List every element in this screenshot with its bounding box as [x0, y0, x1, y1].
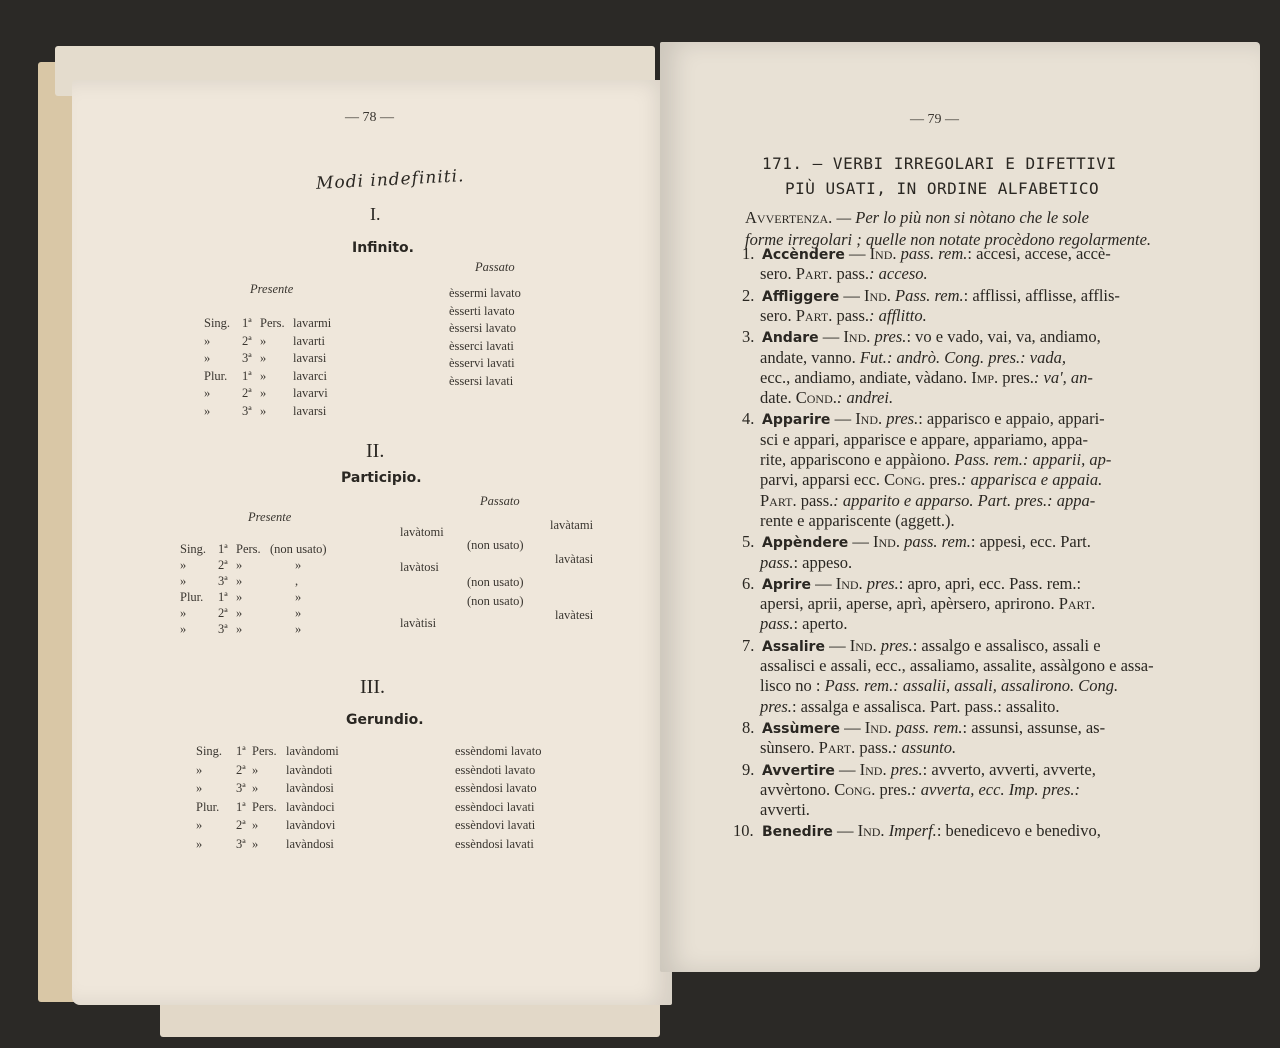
- entry-text: date.: [760, 388, 796, 408]
- row-gerund-past: essèndoci lavati: [455, 799, 535, 814]
- entry-line: [760, 491, 1095, 511]
- row-person: 2ª: [242, 386, 252, 400]
- row-present-form: lavarci: [293, 368, 328, 383]
- entry-mode-abbrev: Ind.: [849, 635, 877, 655]
- entry-text: —: [830, 409, 856, 429]
- row-gerund-present: lavàndosi: [286, 836, 334, 851]
- section1-heading: Infinito.: [352, 240, 414, 256]
- entry-text: —: [824, 635, 850, 655]
- row-past-form: èssersi lavati: [449, 373, 514, 388]
- entry-text: pass.: [832, 264, 870, 284]
- entry-tense: Imperf.: [884, 821, 937, 841]
- entry-mode-abbrev: Ind.: [857, 821, 885, 841]
- row-present-form: lavarvi: [293, 386, 328, 400]
- row-number-label: »: [196, 836, 203, 851]
- entry-text: : benedicevo e benedivo,: [936, 821, 1101, 841]
- participle-past-masc: lavàtomi: [400, 525, 444, 539]
- entry-text: —: [834, 759, 860, 779]
- entry-line: [760, 738, 956, 758]
- entry-mode-abbrev: Ind.: [864, 717, 892, 737]
- row-number-label: »: [204, 386, 211, 400]
- section3-heading: Gerundio.: [346, 712, 424, 728]
- entry-text: pass.: [796, 490, 834, 510]
- entry-number: 5.: [742, 532, 755, 552]
- entry-mode-abbrev: Part.: [795, 264, 833, 284]
- entry-tense: : acceso.: [869, 264, 928, 284]
- row-present-form: »: [295, 590, 302, 604]
- row-person: 2ª: [218, 606, 228, 620]
- section2-col-presente: Presente: [248, 510, 292, 524]
- row-present-form: lavarsi: [293, 351, 327, 365]
- entry-mode-abbrev: Cong.: [834, 779, 876, 799]
- row-number-label: Sing.: [204, 316, 231, 330]
- row-pers: »: [236, 590, 243, 604]
- row-gerund-past: essèndosi lavato: [455, 781, 537, 795]
- entry-tense: pres.: [862, 573, 899, 593]
- entry-text: sero.: [760, 264, 796, 284]
- entry-mode-abbrev: Cond.: [795, 388, 837, 408]
- entry-line: [760, 430, 1088, 450]
- entry-line: [760, 470, 1102, 490]
- entry-tense: : apparisca e appaia.: [961, 470, 1103, 490]
- row-person: 1ª: [236, 744, 246, 758]
- entry-line: [762, 636, 1101, 656]
- participle-past-fem: lavàtami: [550, 518, 594, 532]
- entry-tense: : andrò. Cong. pres.: vada,: [886, 347, 1066, 367]
- entry-text: rite, appariscono e appàiono.: [760, 450, 955, 469]
- left-page-title: Modi indefiniti.: [315, 166, 465, 194]
- entry-tense: Pass. rem.: [954, 450, 1023, 469]
- row-pers: Pers.: [260, 316, 285, 330]
- entry-line: [760, 348, 1066, 368]
- entry-tense: : apparii, ap-: [1022, 450, 1112, 469]
- entry-text: —: [839, 717, 865, 737]
- entry-text: avverti.: [760, 800, 810, 820]
- row-present-form: ,: [295, 574, 299, 588]
- entry-tense: pass. rem.: [899, 532, 971, 552]
- entry-text: —: [832, 821, 858, 841]
- row-pers: »: [252, 836, 259, 851]
- entry-tense: pres.: [886, 759, 923, 779]
- row-person: 2ª: [236, 762, 246, 777]
- row-past-form: èssersi lavato: [449, 321, 516, 335]
- row-pers: »: [252, 818, 259, 832]
- entry-verb: Appèndere: [762, 535, 849, 552]
- row-person: 1ª: [218, 590, 228, 604]
- entry-number: 1.: [742, 244, 755, 263]
- entry-mode-abbrev: Cong.: [884, 470, 926, 490]
- entry-line: [760, 656, 1154, 676]
- participle-past-note: (non usato): [467, 594, 524, 608]
- row-gerund-past: essèndomi lavato: [455, 744, 542, 758]
- row-pers: »: [236, 622, 243, 636]
- entry-line: [760, 368, 1093, 388]
- entry-tense: : assalii, assali, assalirono. Cong.: [893, 676, 1119, 696]
- row-pers: »: [236, 574, 243, 588]
- entry-line: [760, 800, 810, 820]
- entry-text: parvi, apparsi ecc.: [760, 470, 885, 490]
- entry-text: : assunsi, assunse, as-: [962, 717, 1106, 737]
- row-person: 3ª: [242, 403, 252, 418]
- row-gerund-past: essèndovi lavati: [455, 818, 536, 832]
- row-number-label: »: [204, 333, 211, 348]
- entry-line: [762, 532, 1091, 552]
- row-gerund-present: lavàndomi: [286, 744, 339, 758]
- entry-verb: Avvertire: [762, 762, 835, 779]
- entry-tense: Fut.: [859, 347, 887, 367]
- row-number-label: Sing.: [180, 542, 207, 556]
- entry-tense: : assunto.: [891, 738, 957, 758]
- entry-text: apersi, aprii, aperse, aprì, apèrsero, aprirono.: [760, 594, 1059, 614]
- row-person: 3ª: [218, 622, 228, 636]
- row-pers: »: [260, 333, 267, 348]
- entry-line: [760, 697, 1060, 717]
- row-number-label: Plur.: [196, 799, 220, 814]
- entry-tense: : va', an-: [1033, 367, 1093, 387]
- row-past-form: èssermi lavato: [449, 286, 521, 300]
- row-present-form: »: [295, 606, 302, 620]
- entry-text: : assalga e assalisca. Part. pass.: assalito.: [791, 696, 1060, 716]
- row-pers: »: [260, 403, 267, 418]
- entry-line: [760, 264, 928, 284]
- entry-tense: pass. rem.: [896, 244, 968, 263]
- entry-text: lisco no :: [760, 676, 825, 696]
- entry-line: [762, 327, 1101, 347]
- row-pers: Pers.: [236, 542, 261, 556]
- participle-past-masc: lavàtosi: [400, 560, 439, 574]
- entry-mode-abbrev: Ind.: [869, 244, 897, 263]
- entry-mode-abbrev: Ind.: [859, 759, 887, 779]
- entry-text: pass.: [832, 305, 870, 325]
- row-present-form: lavarsi: [293, 403, 327, 418]
- entry-text: rente e appariscente (aggett.).: [760, 510, 955, 530]
- row-person: 3ª: [218, 574, 228, 588]
- entry-text: : accesi, accese, accè-: [967, 244, 1111, 263]
- entry-tense: : andrei.: [836, 388, 894, 408]
- row-number-label: »: [180, 574, 187, 588]
- warning-text-1: — Per lo più non si nòtano che le sole: [836, 208, 1089, 227]
- entry-line: [762, 244, 1111, 264]
- entry-line: [762, 286, 1120, 306]
- entry-mode-abbrev: Ind.: [855, 409, 883, 429]
- entry-text: : appesi, ecc. Part.: [970, 532, 1091, 552]
- entry-verb: Benedire: [762, 824, 833, 841]
- entry-mode-abbrev: Part.: [1058, 594, 1096, 614]
- entry-number: 9.: [742, 759, 755, 779]
- entry-text: sero.: [760, 305, 796, 325]
- row-number-label: Plur.: [180, 590, 204, 604]
- row-number-label: »: [204, 351, 211, 365]
- entry-line: [760, 780, 1080, 800]
- row-number-label: »: [196, 762, 203, 777]
- row-pers: »: [260, 368, 267, 383]
- participle-past-note: (non usato): [467, 575, 524, 589]
- row-gerund-present: lavàndoci: [286, 799, 335, 814]
- entry-text: —: [810, 573, 836, 593]
- row-person: 2ª: [242, 333, 252, 348]
- row-number-label: Sing.: [196, 744, 223, 758]
- entry-text: : afflissi, afflisse, afflis-: [963, 285, 1120, 305]
- participle-past-masc: lavàtisi: [400, 616, 437, 630]
- entry-mode-abbrev: Part.: [760, 490, 797, 510]
- section2-col-passato: Passato: [480, 494, 520, 508]
- row-past-form: èsservi lavati: [449, 356, 515, 370]
- entry-verb: Accèndere: [762, 247, 845, 263]
- entry-line: [760, 614, 848, 634]
- left-page-number: — 78 —: [345, 110, 394, 125]
- entry-text: : apparisco e appaio, appari-: [918, 409, 1105, 429]
- entry-tense: pass.: [760, 552, 794, 572]
- entry-number: 7.: [742, 635, 755, 655]
- entry-tense: : afflitto.: [869, 305, 927, 325]
- entry-text: : appeso.: [793, 552, 853, 572]
- entry-text: : vo e vado, vai, va, andiamo,: [906, 327, 1101, 347]
- entry-text: pres.: [998, 367, 1034, 387]
- entry-tense: pass. rem.: [891, 717, 963, 737]
- entry-verb: Aprire: [762, 576, 811, 593]
- entry-verb: Assalire: [762, 638, 825, 655]
- section1-col-passato: Passato: [475, 260, 515, 274]
- entry-tense: : apparito e apparso. Part. pres.: appa-: [833, 490, 1096, 510]
- row-person: 3ª: [236, 781, 246, 795]
- entry-text: —: [848, 532, 874, 552]
- entry-text: pass.: [855, 738, 892, 758]
- row-pers: Pers.: [252, 799, 277, 814]
- warning-line1: [745, 208, 1089, 228]
- entry-line: [760, 511, 955, 531]
- row-number-label: Plur.: [204, 368, 228, 383]
- row-person: 2ª: [218, 558, 228, 572]
- row-pers: »: [260, 351, 267, 365]
- entry-mode-abbrev: Ind.: [873, 532, 900, 552]
- row-gerund-past: essèndoti lavato: [455, 762, 536, 777]
- entry-text: pres.: [925, 470, 962, 490]
- row-past-form: èsserti lavato: [449, 303, 515, 318]
- row-present-form: »: [295, 622, 302, 636]
- entry-line: [760, 388, 893, 408]
- entry-line: [760, 553, 852, 573]
- row-pers: »: [260, 386, 267, 400]
- row-pers: »: [252, 762, 259, 777]
- entry-number: 2.: [742, 285, 755, 305]
- row-present-form: lavarti: [293, 333, 325, 348]
- entry-text: sùnsero.: [760, 738, 819, 758]
- entry-text: pres.: [875, 779, 912, 799]
- entry-line: [762, 718, 1105, 738]
- entry-line: [760, 594, 1095, 614]
- row-person: 2ª: [236, 818, 246, 832]
- entry-tense: Pass. rem.: [890, 285, 964, 305]
- right-page-number: — 79 —: [910, 112, 959, 127]
- row-person: 1ª: [242, 316, 252, 330]
- entry-text: —: [839, 285, 864, 305]
- row-person: 1ª: [218, 542, 228, 556]
- entry-tense: Pass. rem.: [824, 676, 894, 696]
- entry-verb: Apparire: [762, 412, 831, 429]
- entry-number: 6.: [742, 573, 755, 593]
- entry-text: : aperto.: [793, 614, 848, 634]
- entry-tense: pass.: [760, 614, 794, 634]
- row-gerund-present: lavàndosi: [286, 781, 334, 795]
- entry-text: assalisci e assali, ecc., assaliamo, assalite, assàlgono e assa-: [760, 656, 1154, 675]
- entry-verb: Affliggere: [762, 288, 840, 305]
- row-gerund-present: lavàndoti: [286, 762, 333, 777]
- row-number-label: »: [180, 558, 187, 572]
- entry-text: —: [844, 244, 870, 263]
- row-present-form: (non usato): [270, 542, 327, 556]
- row-gerund-past: essèndosi lavati: [455, 836, 534, 851]
- right-page-title-line2: PIÙ USATI, IN ORDINE ALFABETICO: [785, 179, 1100, 198]
- row-person: 3ª: [236, 836, 246, 851]
- entry-tense: : avverta, ecc. Imp. pres.:: [911, 779, 1081, 799]
- row-number-label: »: [180, 606, 187, 620]
- entry-mode-abbrev: Ind.: [835, 573, 863, 593]
- entry-tense: pres.: [760, 696, 792, 716]
- row-person: 1ª: [236, 799, 246, 814]
- entry-tense: pres.: [876, 635, 913, 655]
- row-person: 3ª: [242, 351, 252, 365]
- participle-past-fem: lavàtesi: [555, 608, 594, 622]
- entry-mode-abbrev: Part.: [795, 305, 833, 325]
- entry-text: andate, vanno.: [760, 347, 860, 367]
- row-gerund-present: lavàndovi: [286, 818, 336, 832]
- section1-col-presente: Presente: [250, 282, 294, 296]
- entry-text: avvèrtono.: [760, 779, 835, 799]
- entry-text: : avverto, avverti, avverte,: [922, 759, 1096, 779]
- row-number-label: »: [180, 622, 187, 636]
- row-person: 1ª: [242, 368, 252, 383]
- entry-text: —: [818, 327, 844, 347]
- entry-number: 4.: [742, 409, 755, 429]
- right-page-title-line1: 171. — VERBI IRREGOLARI E DIFETTIVI: [762, 154, 1117, 173]
- entry-line: [760, 306, 927, 326]
- section1-roman: I.: [370, 204, 381, 224]
- entry-line: [762, 409, 1105, 429]
- warning-label: Avvertenza.: [745, 208, 833, 227]
- section2-roman: II.: [366, 440, 385, 462]
- entry-verb: Assùmere: [762, 720, 840, 737]
- entry-tense: pres.: [882, 409, 919, 429]
- entry-mode-abbrev: Ind.: [843, 327, 871, 347]
- section3-roman: III.: [360, 676, 385, 698]
- entry-line: [760, 676, 1118, 696]
- entry-line: [762, 821, 1101, 841]
- row-pers: »: [236, 558, 243, 572]
- entry-number: 8.: [742, 717, 755, 737]
- entry-verb: Andare: [762, 330, 819, 347]
- row-number-label: »: [204, 403, 211, 418]
- entry-text: : assalgo e assalisco, assali e: [912, 635, 1101, 655]
- entry-number: 3.: [742, 327, 755, 347]
- entry-line: [762, 760, 1096, 780]
- row-past-form: èsserci lavati: [449, 338, 514, 353]
- participle-past-note: (non usato): [467, 538, 524, 552]
- row-present-form: »: [295, 558, 302, 572]
- entry-mode-abbrev: Ind.: [863, 285, 891, 305]
- entry-mode-abbrev: Part.: [818, 738, 856, 758]
- entry-text: ecc., andiamo, andiate, vàdano.: [760, 367, 972, 387]
- row-pers: »: [236, 606, 243, 620]
- row-number-label: »: [196, 818, 203, 832]
- entry-number: 10.: [733, 821, 754, 841]
- entry-text: sci e appari, apparisce e appare, appariamo, appa-: [760, 429, 1088, 449]
- entry-line: [760, 450, 1111, 470]
- warning-line2: forme irregolari ; quelle non notate procèdono regolarmente.: [745, 230, 1152, 249]
- row-present-form: lavarmi: [293, 316, 332, 330]
- entry-text: : apro, apri, ecc. Pass. rem.:: [898, 573, 1082, 593]
- entry-mode-abbrev: Imp.: [971, 367, 999, 387]
- row-number-label: »: [196, 781, 203, 795]
- row-pers: »: [252, 781, 259, 795]
- participle-past-fem: lavàtasi: [555, 552, 594, 566]
- entry-line: [762, 574, 1081, 594]
- section2-heading: Participio.: [341, 470, 422, 486]
- row-pers: Pers.: [252, 744, 277, 758]
- entry-tense: pres.: [870, 327, 907, 347]
